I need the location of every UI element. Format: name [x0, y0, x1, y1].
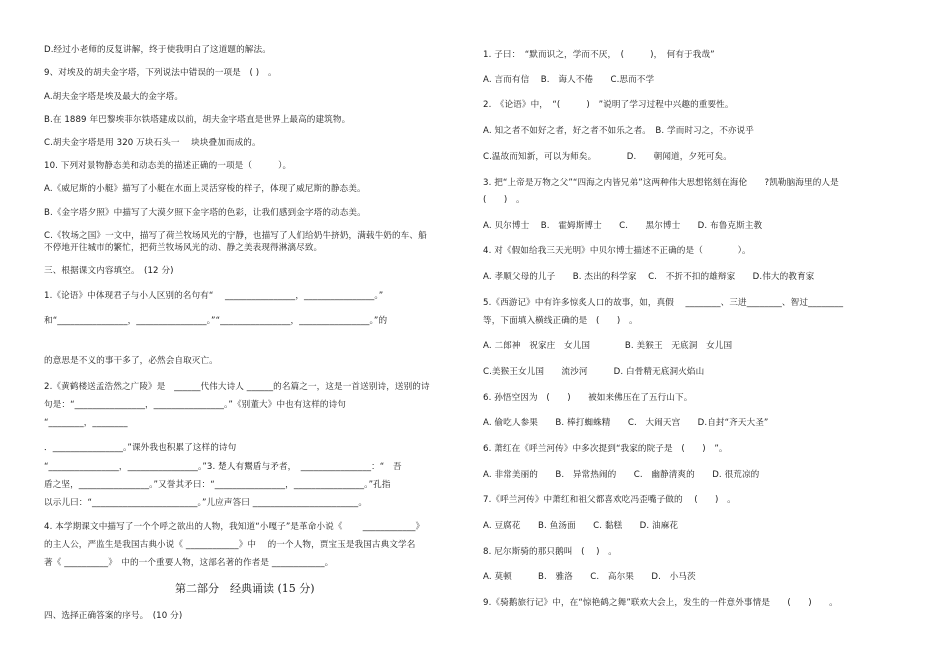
options: A. 孝顺父母的儿子 B. 杰出的科学家 C. 不折不扣的雄辩家 D.伟大的教育家 [483, 272, 815, 282]
option-b: B.在 1889 年巴黎埃菲尔铁塔建成以前，胡夫金字塔直是世界上最高的建筑物。 [44, 115, 351, 125]
option-a: A.胡夫金字塔是埃及最大的金字塔。 [44, 92, 184, 102]
options: A. 贝尔博士 B. 霍姆斯博士 C. 黑尔博士 D. 布鲁克斯主教 [483, 221, 763, 231]
question-3: 3. 把“上帝是万物之父”“四海之内皆兄弟”这两种伟大思想铭刻在海伦 ?凯勒脑海里的人是 [483, 178, 839, 188]
options: A. 言而有信 B. 诲人不倦 C.思而不学 [483, 75, 655, 85]
section-heading: 四、选择正确答案的序号。 (10 分) [44, 611, 183, 621]
text-line: 著《 __________》 中的一个重要人物，这部名著的作者是 ____________。 [44, 558, 334, 568]
fill-question-4: 4. 本学期课文中描写了一个个呼之欲出的人物，我知道“小嘎子”是革命小说《 ____________》 [44, 522, 425, 532]
text-line: 以示儿曰：“________________________。”儿应声答曰 ________________________。 [44, 498, 368, 508]
options: A. 非常美丽的 B. 异常热闹的 C. 幽静清爽的 D. 很荒凉的 [483, 470, 760, 480]
option-b: B.《金字塔夕照》中描写了大漠夕照下金字塔的色彩，让我们感到金字塔的动态美。 [44, 208, 366, 218]
text-line: 的意思是不义的事干多了，必然会自取灭亡。 [44, 356, 218, 366]
text-line: 句是：“________________，________________。”《别董大》中也有这样的诗句 [44, 400, 346, 410]
text-line: “________________，________________。”3. 楚人有鬻盾与矛者， ________________：“ 吾 [44, 462, 402, 472]
question-6: 6. 孙悟空因为 ( ) 被如来佛压在了五行山下。 [483, 393, 693, 403]
text-line: 盾之坚，________________。”又誉其矛曰：“________________，________________。”孔指 [44, 480, 391, 490]
options: A. 知之者不如好之者，好之者不如乐之者。 B. 学而时习之，不亦说乎 [483, 126, 754, 136]
text-line: ( ) 。 [483, 195, 525, 205]
text-line: 的主人公，严监生是我国古典小说《 ____________》中 的一个人物，贾宝玉是我国古典文学名 [44, 540, 416, 550]
option-a: A.《威尼斯的小艇》描写了小艇在水面上灵活穿梭的样子，体现了威尼斯的静态美。 [44, 184, 366, 194]
option-c: C.胡夫金字塔是用 320 万块石头一 块块叠加而成的。 [44, 138, 261, 148]
fill-question-1: 1.《论语》中体现君子与小人区别的名句有“ ________________，________________。” [44, 291, 384, 301]
text-line: 等，下面填入横线正确的是 ( ) 。 [483, 316, 638, 326]
question-9: 9、对埃及的胡夫金字塔，下列说法中错误的一项是 ( ) 。 [44, 68, 277, 78]
text-line: “________，________ [44, 418, 128, 428]
question-7: 7.《呼兰河传》中萧红和祖父都喜欢吃冯歪嘴子做的 ( ) 。 [483, 495, 736, 505]
question-2: 2. 《论语》中， “( ) ”说明了学习过程中兴趣的重要性。 [483, 100, 734, 110]
question-8: 8. 尼尔斯骑的那只鹅叫 ( ) 。 [483, 547, 617, 557]
question-10: 10. 下列对景物静态美和动态美的描述正确的一项是（ ）。 [44, 161, 292, 171]
text-line: ．________________。”课外我也积累了这样的诗句 [44, 443, 237, 453]
section-heading: 三、根据课文内容填空。 (12 分) [44, 266, 174, 276]
part-two-title: 第二部分 经典诵读 (15 分) [175, 582, 315, 595]
fill-question-2: 2.《黄鹤楼送孟浩然之广陵》是 ______代伟大诗人 ______的名篇之一，这是一首送别诗，送别的诗 [44, 382, 430, 392]
text-line: D.经过小老师的反复讲解，终于使我明白了这道题的解法。 [44, 45, 271, 55]
question-6b: 6. 萧红在《呼兰河传》中多次提到“我家的院子是 ( ) ”。 [483, 444, 728, 454]
text-line: 和“________________，________________。”“________________，________________。”的 [44, 316, 388, 326]
question-9: 9.《骑鹅旅行记》中，在“惊艳鹤之舞”联欢大会上，发生的一件意外事情是 ( ) 。 [483, 598, 838, 608]
question-5: 5.《西游记》中有许多惊炙人口的故事，如，真假 ________、三进________、智过________ [483, 298, 844, 308]
question-1: 1. 子曰： “默而识之，学而不厌， ( )， 何有于我哉” [483, 50, 715, 60]
options: A. 二郎神 祝家庄 女儿国 B. 美猴王 无底洞 女儿国 [483, 341, 733, 351]
question-4: 4. 对《假如给我三天光明》中贝尔博士描述不正确的是（ ）。 [483, 246, 751, 256]
options: A. 豆腐花 B. 鱼汤面 C. 黏糕 D. 油麻花 [483, 521, 679, 531]
options: A. 偷吃人参果 B. 棒打蜘蛛精 C. 大闹天宫 D.自封“齐天大圣” [483, 418, 769, 428]
options: A. 莫顿 B. 雅洛 C. 高尔果 D. 小马茨 [483, 572, 696, 582]
options: C.美猴王女儿国 流沙河 D. 白骨精无底洞火焰山 [483, 367, 705, 377]
options: C.温故而知新，可以为师矣。 D. 朝闻道，夕死可矣。 [483, 152, 732, 162]
option-c: C.《牧场之国》一文中，描写了荷兰牧场风光的宁静，也描写了人们给奶牛挤奶，满载牛奶的车、船 [44, 231, 427, 241]
text-line: 不停地开往城市的繁忙，把荷兰牧场风光的动、静之美表现得淋漓尽致。 [44, 243, 323, 253]
